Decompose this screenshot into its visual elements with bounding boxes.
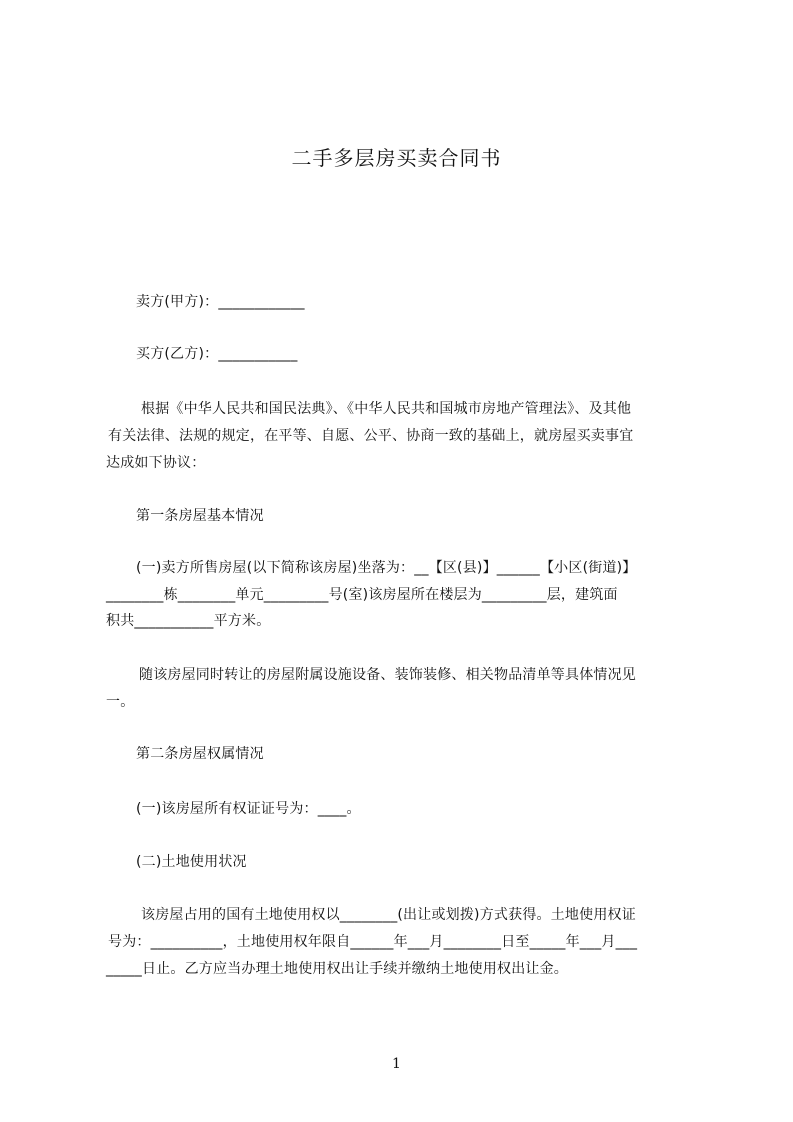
article1-clause1-line-2: ________栋________单元_________号(室)该房屋所在楼层为_________层，建筑面 bbox=[106, 587, 618, 603]
article2-clause2-line-2: 号为：__________，土地使用权年限自______年___月________日至_____年___月___ bbox=[108, 934, 638, 950]
preamble-line-1: 根据《中华人民共和国民法典》、《中华人民共和国城市房地产管理法》、及其他 bbox=[141, 401, 632, 417]
buyer-line: 买方(乙方)：___________ bbox=[136, 346, 298, 362]
article1-clause2-line-1: 随该房屋同时转让的房屋附属设施设备、装饰装修、相关物品清单等具体情况见 bbox=[139, 667, 636, 683]
article1-clause1-line-3: 积共___________平方米。 bbox=[106, 613, 271, 629]
article2-clause1: (一)该房屋所有权证证号为：____。 bbox=[136, 801, 361, 817]
article2-clause2-line-1: 该房屋占用的国有土地使用权以________(出让或划拨)方式获得。土地使用权证 bbox=[141, 907, 636, 923]
article2-clause2-heading: (二)土地使用状况 bbox=[136, 854, 247, 870]
article2-clause2-line-3: _____日止。乙方应当办理土地使用权出让手续并缴纳土地使用权出让金。 bbox=[106, 961, 568, 977]
article1-clause2-line-2: 一。 bbox=[106, 694, 135, 710]
page-number: 1 bbox=[391, 1056, 402, 1072]
article2-heading: 第二条房屋权属情况 bbox=[136, 746, 264, 762]
preamble-line-3: 达成如下协议： bbox=[106, 455, 206, 471]
preamble-line-2: 有关法律、法规的规定，在平等、自愿、公平、协商一致的基础上，就房屋买卖事宜 bbox=[108, 428, 634, 444]
article1-clause1-line-1: (一)卖方所售房屋(以下简称该房屋)坐落为：__【区(县)】______【小区(街道)】 bbox=[136, 560, 637, 576]
seller-line: 卖方(甲方)：____________ bbox=[136, 294, 305, 310]
article1-heading: 第一条房屋基本情况 bbox=[136, 508, 264, 524]
document-title: 二手多层房买卖合同书 bbox=[291, 146, 502, 170]
